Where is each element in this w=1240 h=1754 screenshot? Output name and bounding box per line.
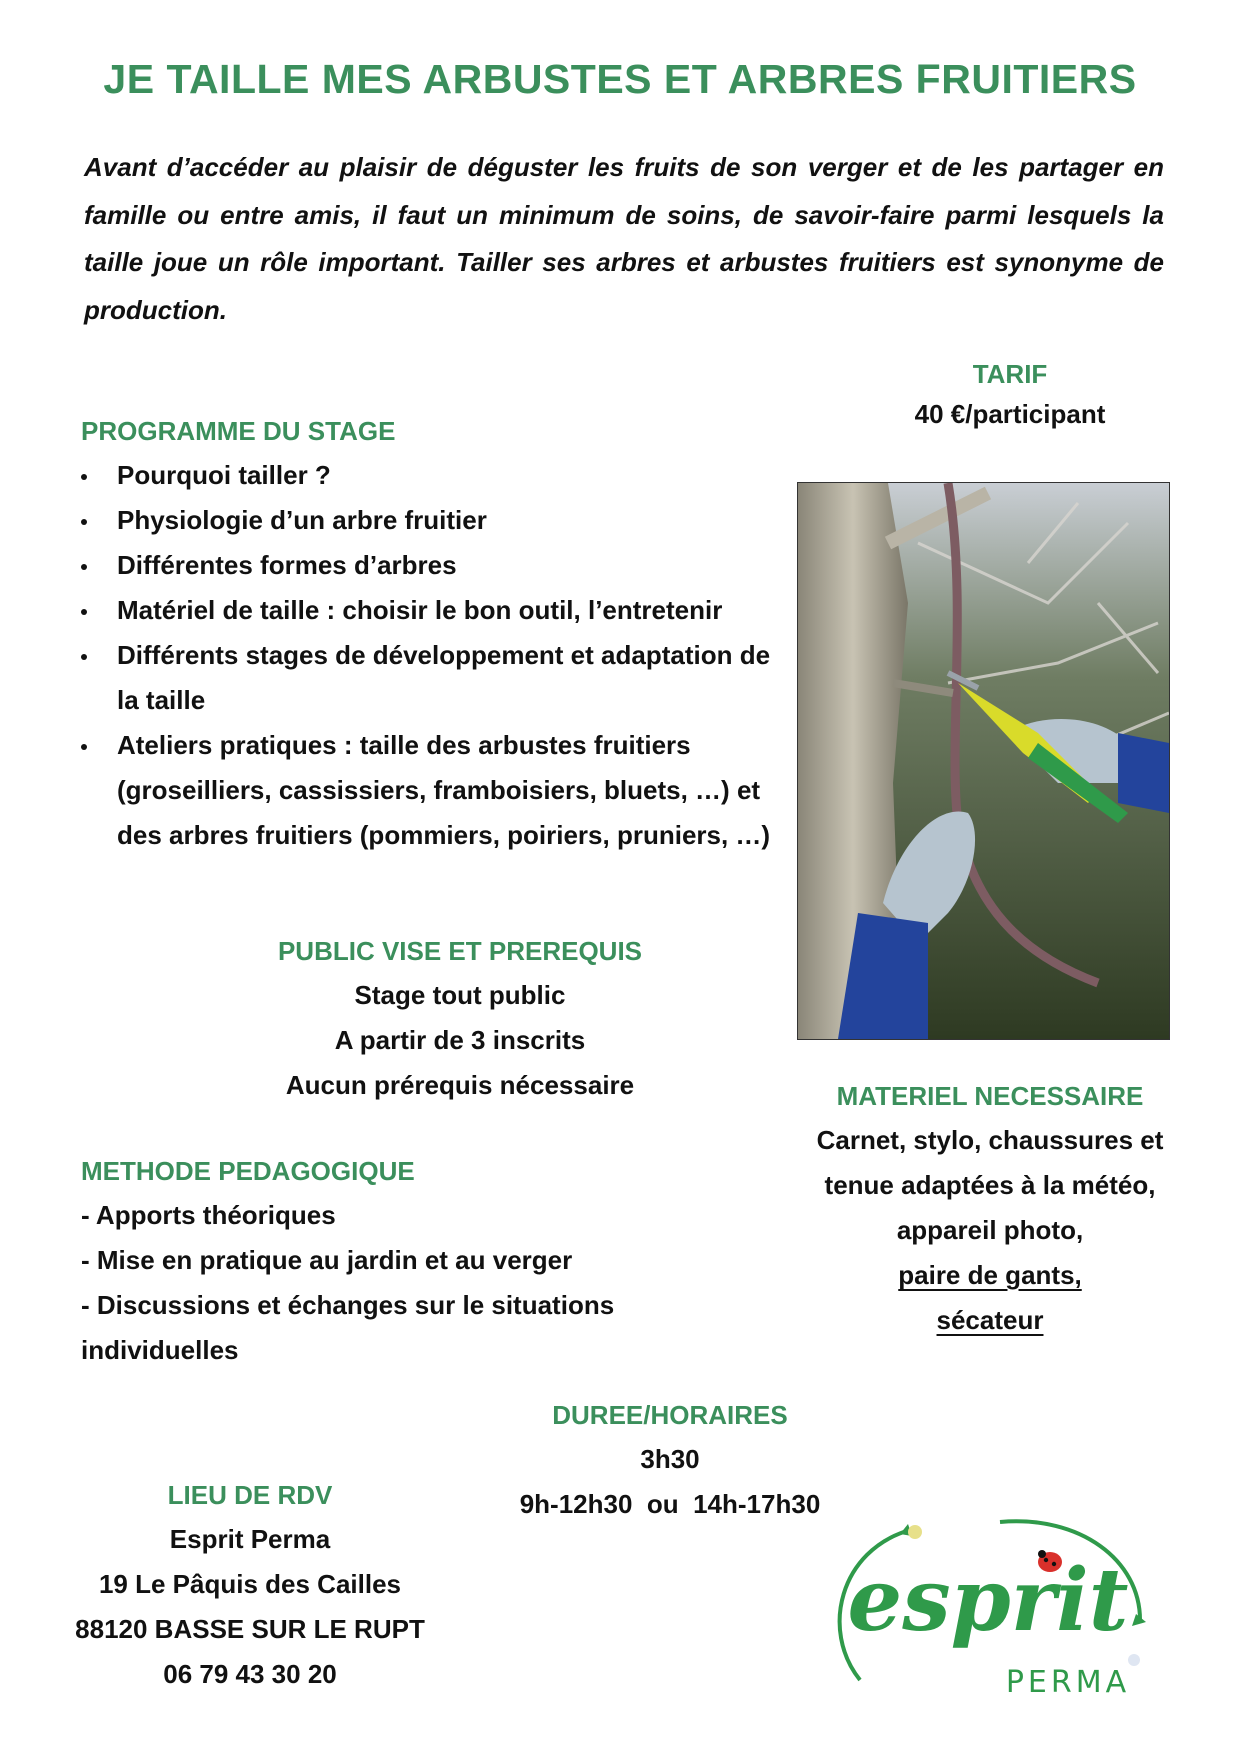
programme-block bbox=[81, 413, 791, 858]
materiel-secateur: sécateur bbox=[936, 1305, 1044, 1335]
methode-line: - Discussions et échanges sur le situations individuelles bbox=[81, 1290, 615, 1365]
public-line: Stage tout public bbox=[354, 980, 566, 1010]
lieu-line: 19 Le Pâquis des Cailles bbox=[98, 1569, 402, 1599]
programme-heading: PROGRAMME DU STAGE bbox=[81, 416, 396, 446]
list-item: Différentes formes d’arbres bbox=[81, 543, 791, 588]
duree-block bbox=[470, 1397, 870, 1527]
materiel-block bbox=[800, 1078, 1180, 1343]
public-line: Aucun prérequis nécessaire bbox=[285, 1070, 635, 1100]
intro-paragraph: Avant d’accéder au plaisir de déguster les fruits de son verger et de les partager en famille ou entre amis, il faut un minimum de soins, de savoir-faire parmi lesquels la taille joue un rôle important. Tailler ses arbres et arbustes fruitiers est synonyme de production. bbox=[84, 152, 1164, 325]
flower-icon bbox=[908, 1525, 922, 1539]
duree-heading: DUREE/HORAIRES bbox=[552, 1400, 788, 1430]
programme-list bbox=[81, 453, 791, 858]
methode-block bbox=[81, 1153, 681, 1373]
lieu-heading: LIEU DE RDV bbox=[167, 1480, 333, 1510]
esprit-perma-logo bbox=[820, 1510, 1160, 1720]
lieu-phone: 06 79 43 30 20 bbox=[163, 1659, 337, 1689]
tarif-value: 40 €/participant bbox=[914, 399, 1106, 429]
materiel-heading: MATERIEL NECESSAIRE bbox=[836, 1081, 1144, 1111]
list-item: Différents stages de développement et adaptation de la taille bbox=[81, 633, 791, 723]
logo-sub: PERMA bbox=[1005, 1665, 1131, 1700]
tarif-heading: TARIF bbox=[972, 359, 1048, 389]
methode-line: - Apports théoriques bbox=[81, 1200, 336, 1230]
materiel-gloves: paire de gants, bbox=[898, 1260, 1082, 1290]
materiel-text: Carnet, stylo, chaussures et tenue adaptées à la météo, appareil photo, bbox=[816, 1125, 1164, 1245]
list-item: Matériel de taille : choisir le bon outil, l’entretenir bbox=[81, 588, 791, 633]
methode-heading: METHODE PEDAGOGIQUE bbox=[81, 1156, 415, 1186]
lieu-block bbox=[60, 1477, 440, 1697]
page-title: JE TAILLE MES ARBUSTES ET ARBRES FRUITIERS bbox=[103, 56, 1137, 102]
duree-times: 9h-12h30 ou 14h-17h30 bbox=[519, 1489, 821, 1519]
list-item: Ateliers pratiques : taille des arbustes fruitiers (groseilliers, cassissiers, framboisiers, bluets, …) et des arbres fruitiers (pommiers, poiriers, pruniers, …) bbox=[81, 723, 791, 858]
logo-word: esprit bbox=[847, 1550, 1129, 1651]
pruning-photo bbox=[797, 482, 1170, 1040]
list-item: Physiologie d’un arbre fruitier bbox=[81, 498, 791, 543]
lieu-line: Esprit Perma bbox=[169, 1524, 331, 1554]
methode-line: - Mise en pratique au jardin et au verger bbox=[81, 1245, 573, 1275]
list-item: Pourquoi tailler ? bbox=[81, 453, 791, 498]
public-line: A partir de 3 inscrits bbox=[334, 1025, 586, 1055]
tarif-block bbox=[840, 356, 1180, 437]
public-heading: PUBLIC VISE ET PREREQUIS bbox=[277, 936, 643, 966]
lieu-line: 88120 BASSE SUR LE RUPT bbox=[75, 1614, 425, 1644]
duree-duration: 3h30 bbox=[640, 1444, 700, 1474]
public-block bbox=[210, 933, 710, 1108]
